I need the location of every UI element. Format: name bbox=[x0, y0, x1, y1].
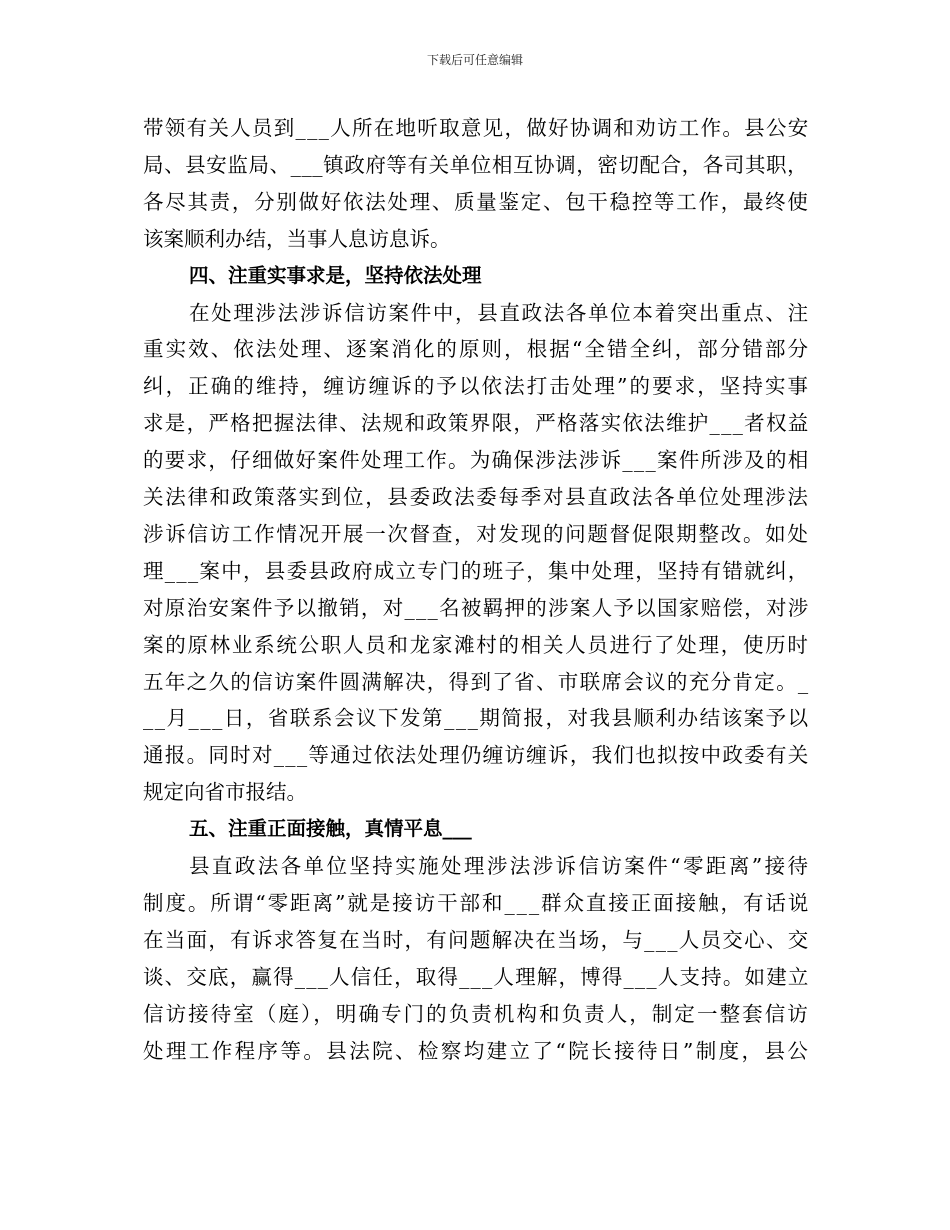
section-heading: 四、注重实事求是，坚持依法处理 bbox=[189, 264, 482, 287]
text-line: 信访接待室（庭），明确专门的负责机构和负责人，制定一整套信访 bbox=[143, 1002, 810, 1026]
text-line: 处理工作程序等。县法院、检察均建立了“院长接待日”制度，县公 bbox=[143, 1039, 811, 1063]
text-line: 涉诉信访工作情况开展一次督查，对发现的问题督促限期整改。如处 bbox=[143, 522, 810, 546]
text-line: 县直政法各单位坚持实施处理涉法涉诉信访案件“零距离”接待 bbox=[189, 854, 811, 878]
text-line: 五年之久的信访案件圆满解决，得到了省、市联席会议的充分肯定。_ bbox=[143, 670, 810, 694]
text-line: 理___案中，县委县政府成立专门的班子，集中处理，坚持有错就纠， bbox=[143, 559, 810, 583]
text-line: 案的原林业系统公职人员和龙家滩村的相关人员进行了处理，使历时 bbox=[143, 633, 810, 657]
text-line: 在当面，有诉求答复在当时，有问题解决在当场，与___人员交心、交 bbox=[143, 928, 810, 952]
text-line: 谈、交底，赢得___人信任，取得___人理解，博得___人支持。如建立 bbox=[143, 965, 810, 989]
text-line: 带领有关人员到___人所在地听取意见，做好协调和劝访工作。县公安 bbox=[143, 116, 810, 140]
text-line: 在处理涉法涉诉信访案件中，县直政法各单位本着突出重点、注 bbox=[189, 301, 810, 325]
text-line: 制度。所谓“零距离”就是接访干部和___群众直接正面接触，有话说 bbox=[143, 891, 811, 915]
text-line: 该案顺利办结，当事人息访息诉。 bbox=[143, 227, 451, 251]
page-header: 下载后可任意编辑 bbox=[426, 53, 523, 67]
text-line: 各尽其责，分别做好依法处理、质量鉴定、包干稳控等工作，最终使 bbox=[143, 190, 810, 214]
text-line: 的要求，仔细做好案件处理工作。为确保涉法涉诉___案件所涉及的相 bbox=[143, 448, 810, 472]
text-line: 重实效、依法处理、逐案消化的原则，根据“全错全纠，部分错部分 bbox=[143, 337, 811, 361]
text-line: __月___日，省联系会议下发第___期简报，对我县顺利办结该案予以 bbox=[143, 706, 810, 730]
section-heading: 五、注重正面接触，真情平息___ bbox=[189, 817, 472, 840]
text-line: 规定向省市报结。 bbox=[143, 780, 307, 804]
text-line: 求是，严格把握法律、法规和政策界限，严格落实依法维护___者权益 bbox=[143, 411, 810, 435]
text-line: 关法律和政策落实到位，县委政法委每季对县直政法各单位处理涉法 bbox=[143, 485, 810, 509]
text-line: 对原治安案件予以撤销，对___名被羁押的涉案人予以国家赔偿，对涉 bbox=[143, 596, 810, 620]
text-line: 局、县安监局、___镇政府等有关单位相互协调，密切配合，各司其职， bbox=[143, 153, 809, 177]
text-line: 纠，正确的维持，缠访缠诉的予以依法打击处理”的要求，坚持实事 bbox=[143, 374, 811, 398]
text-line: 通报。同时对___等通过依法处理仍缠访缠诉，我们也拟按中政委有关 bbox=[143, 743, 810, 767]
